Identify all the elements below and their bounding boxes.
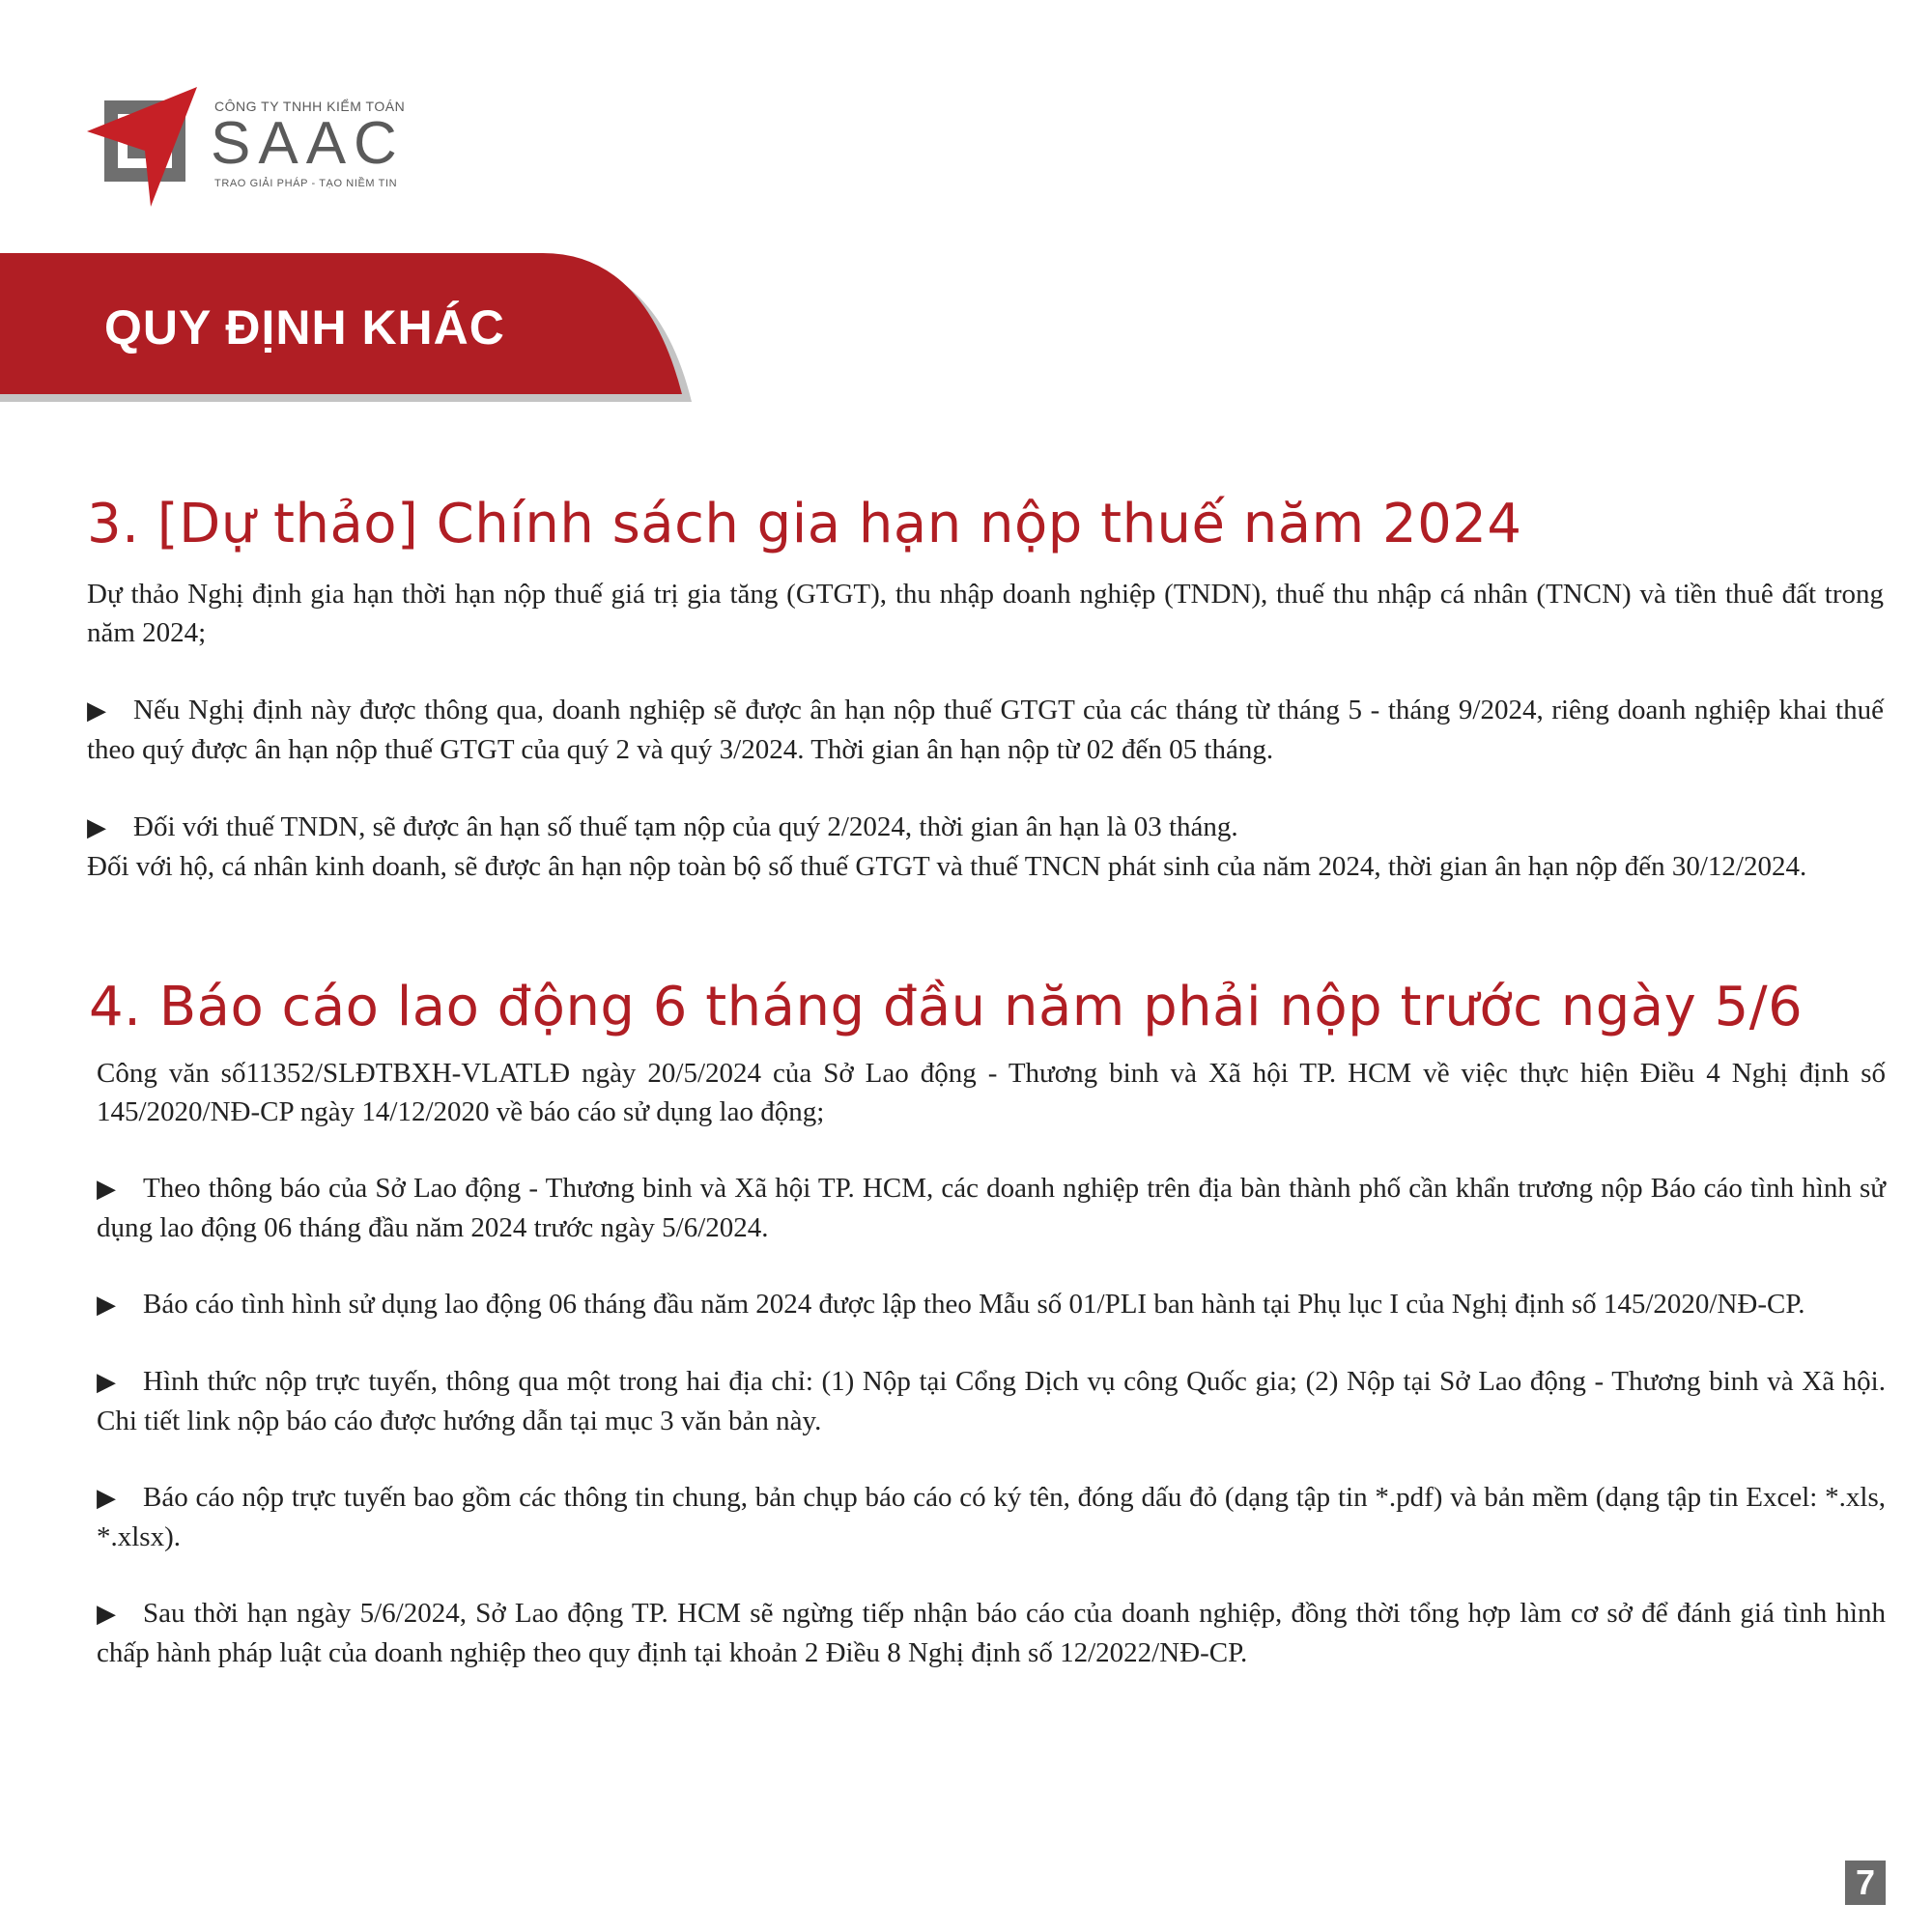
section-4 xyxy=(89,976,1886,1710)
section-3-title: 3. [Dự thảo] Chính sách gia hạn nộp thuế năm 2024 xyxy=(87,493,1522,555)
page-number: 7 xyxy=(1845,1861,1886,1905)
bullet-text: Báo cáo tình hình sử dụng lao động 06 tháng đầu năm 2024 được lập theo Mẫu số 01/PLI ban hành tại Phụ lục I của Nghị định số 145/2020/NĐ-CP. xyxy=(143,1289,1805,1320)
bullet-arrow-icon: ▶ xyxy=(97,1600,116,1628)
bullet-text: Hình thức nộp trực tuyến, thông qua một trong hai địa chỉ: (1) Nộp tại Cổng Dịch vụ công Quốc gia; (2) Nộp tại Sở Lao động - Thương binh và Xã hội. Chi tiết link nộp báo cáo được hướng dẫn tại mục 3 văn bản này. xyxy=(97,1366,1886,1436)
section-3 xyxy=(87,493,1884,924)
section-4-body xyxy=(89,1054,1886,1672)
banner-title: QUY ĐỊNH KHÁC xyxy=(104,300,505,355)
logo-wordmark: SAAC xyxy=(211,110,405,177)
bullet-arrow-icon: ▶ xyxy=(97,1175,116,1203)
section-3-bullet-1 xyxy=(87,691,1884,769)
saac-logo-icon xyxy=(85,85,201,211)
section-4-bullet-2 xyxy=(97,1285,1886,1324)
bullet-arrow-icon: ▶ xyxy=(97,1291,116,1319)
section-4-bullet-1 xyxy=(97,1169,1886,1247)
section-3-bullet-2 xyxy=(87,808,1884,847)
section-banner xyxy=(0,253,696,408)
section-4-bullet-4 xyxy=(97,1478,1886,1556)
section-4-title: 4. Báo cáo lao động 6 tháng đầu năm phải nộp trước ngày 5/6 xyxy=(89,976,1804,1038)
bullet-arrow-icon: ▶ xyxy=(97,1368,116,1396)
logo-company-line: CÔNG TY TNHH KIỂM TOÁN xyxy=(214,99,406,114)
bullet-arrow-icon: ▶ xyxy=(97,1484,116,1512)
section-4-intro: Công văn số11352/SLĐTBXH-VLATLĐ ngày 20/5/2024 của Sở Lao động - Thương binh và Xã hội TP. HCM về việc thực hiện Điều 4 Nghị định số 145/2020/NĐ-CP ngày 14/12/2020 về báo cáo sử dụng lao động; xyxy=(97,1058,1886,1127)
bullet-text: Đối với thuế TNDN, sẽ được ân hạn số thuế tạm nộp của quý 2/2024, thời gian ân hạn là 03 tháng. xyxy=(133,811,1238,842)
section-4-bullet-3 xyxy=(97,1362,1886,1440)
section-3-extra: Đối với hộ, cá nhân kinh doanh, sẽ được ân hạn nộp toàn bộ số thuế GTGT và thuế TNCN phát sinh của năm 2024, thời gian ân hạn nộp đến 30/12/2024. xyxy=(87,851,1807,882)
bullet-arrow-icon: ▶ xyxy=(87,813,106,841)
section-3-intro: Dự thảo Nghị định gia hạn thời hạn nộp thuế giá trị gia tăng (GTGT), thu nhập doanh nghiệp (TNDN), thuế thu nhập cá nhân (TNCN) và tiền thuê đất trong năm 2024; xyxy=(87,579,1884,648)
bullet-text: Sau thời hạn ngày 5/6/2024, Sở Lao động TP. HCM sẽ ngừng tiếp nhận báo cáo của doanh nghiệp, đồng thời tổng hợp làm cơ sở để đánh giá tình hình chấp hành pháp luật của doanh nghiệp theo quy định tại khoản 2 Điều 8 Nghị định số 12/2022/NĐ-CP. xyxy=(97,1598,1886,1668)
logo-slogan: TRAO GIẢI PHÁP - TẠO NIỀM TIN xyxy=(214,178,398,189)
bullet-text: Theo thông báo của Sở Lao động - Thương binh và Xã hội TP. HCM, các doanh nghiệp trên địa bàn thành phố cần khẩn trương nộp Báo cáo tình hình sử dụng lao động 06 tháng đầu năm 2024 trước ngày 5/6/2024. xyxy=(97,1173,1886,1243)
bullet-arrow-icon: ▶ xyxy=(87,696,106,724)
section-4-bullet-5 xyxy=(97,1594,1886,1672)
bullet-text: Báo cáo nộp trực tuyến bao gồm các thông tin chung, bản chụp báo cáo có ký tên, đóng dấu đỏ (dạng tập tin *.pdf) và bản mềm (dạng tập tin Excel: *.xls, *.xlsx). xyxy=(97,1482,1886,1552)
company-logo xyxy=(85,85,413,211)
bullet-text: Nếu Nghị định này được thông qua, doanh nghiệp sẽ được ân hạn nộp thuế GTGT của các tháng từ tháng 5 - tháng 9/2024, riêng doanh nghiệp khai thuế theo quý được ân hạn nộp thuế GTGT của quý 2 và quý 3/2024. Thời gian ân hạn nộp từ 02 đến 05 tháng. xyxy=(87,695,1884,765)
